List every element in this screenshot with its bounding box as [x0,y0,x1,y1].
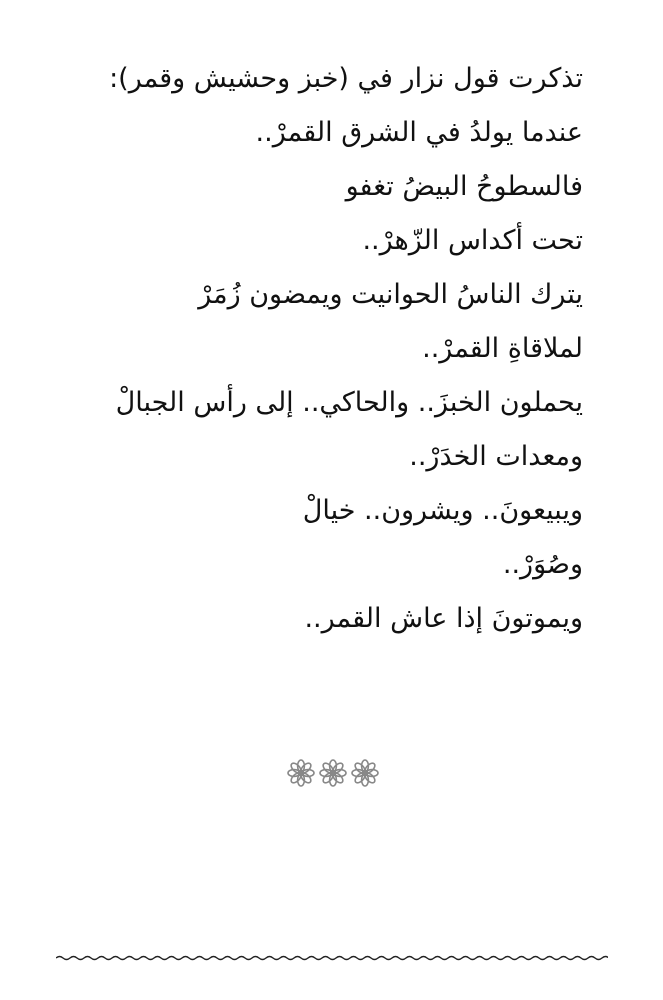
poem-line: فالسطوحُ البيضُ تغفو [345,171,583,202]
poem-text [63,52,583,646]
poem-line: يحملون الخبزَ.. والحاكي.. إلى رأس الجبالْ [115,387,583,418]
flower-ornament-icon [319,759,347,787]
poem-line: ويبيعونَ.. ويشرون.. خيالْ [302,495,583,526]
poem-line: وصُوَرْ.. [502,549,583,580]
poem-line: يترك الناسُ الحوانيت ويمضون زُمَرْ [198,279,583,310]
poem-line: تذكرت قول نزار في (خبز وحشيش وقمر): [109,63,583,94]
wavy-divider [56,950,608,966]
poem-line: ويموتونَ إذا عاش القمر.. [304,603,583,634]
section-ornament [287,757,379,789]
poem-line: تحت أكداس الزّهرْ.. [362,225,583,256]
poem-line: لملاقاةِ القمرْ.. [422,333,583,364]
poem-line: عندما يولدُ في الشرق القمرْ.. [255,117,583,148]
poem-line: ومعدات الخدَرْ.. [409,441,583,472]
flower-ornament-icon [287,759,315,787]
flower-ornament-icon [351,759,379,787]
